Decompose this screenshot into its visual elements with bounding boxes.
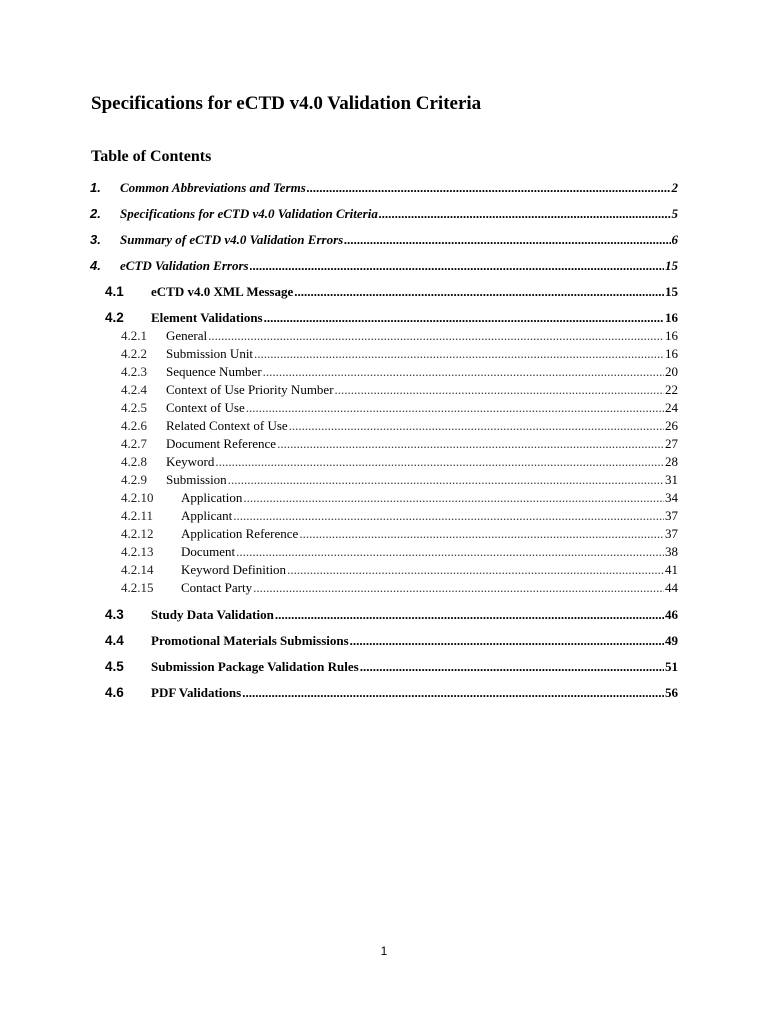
toc-dot-leader bbox=[287, 562, 664, 578]
toc-entry-4-2-2[interactable] bbox=[121, 346, 678, 362]
toc-entry-number: 1. bbox=[90, 180, 101, 195]
toc-entry-4-2-14[interactable] bbox=[121, 562, 678, 578]
toc-entry-page: 6 bbox=[671, 232, 678, 247]
toc-entry-label: eCTD Validation Errors bbox=[120, 258, 249, 273]
toc-entry-label: Submission bbox=[166, 472, 227, 487]
toc-entry-4-2-13[interactable] bbox=[121, 544, 678, 560]
toc-dot-leader bbox=[263, 364, 664, 380]
toc-dot-leader bbox=[275, 607, 664, 623]
toc-entry-number: 4.2 bbox=[105, 310, 124, 325]
toc-entry-number: 4.2.15 bbox=[121, 580, 154, 595]
toc-entry-label: Summary of eCTD v4.0 Validation Errors bbox=[120, 232, 344, 247]
toc-entry-number: 4.2.5 bbox=[121, 400, 147, 415]
toc-entry-4-4[interactable] bbox=[105, 633, 678, 649]
toc-entry-4-3[interactable] bbox=[105, 607, 678, 623]
toc-dot-leader bbox=[360, 659, 664, 675]
toc-dot-leader bbox=[250, 258, 664, 274]
toc-entry-number: 3. bbox=[90, 232, 101, 247]
toc-entry-number: 4.3 bbox=[105, 607, 124, 622]
toc-entry-label: Context of Use Priority Number bbox=[166, 382, 334, 397]
toc-entry-number: 4.2.10 bbox=[121, 490, 154, 505]
toc-entry-page: 38 bbox=[665, 544, 678, 559]
toc-entry-page: 31 bbox=[665, 472, 678, 487]
toc-heading: Table of Contents bbox=[91, 148, 212, 165]
page-number: 1 bbox=[380, 944, 388, 958]
toc-entry-page: 16 bbox=[665, 310, 678, 325]
toc-dot-leader bbox=[215, 454, 664, 470]
toc-entry-number: 4.5 bbox=[105, 659, 124, 674]
toc-entry-label: Keyword Definition bbox=[181, 562, 287, 577]
toc-entry-number: 4.2.12 bbox=[121, 526, 154, 541]
toc-entry-page: 2 bbox=[671, 180, 678, 195]
toc-entry-number: 4.2.1 bbox=[121, 328, 147, 343]
toc-dot-leader bbox=[335, 382, 664, 398]
toc-entry-label: General bbox=[166, 328, 208, 343]
toc-entry-number: 4.2.14 bbox=[121, 562, 154, 577]
toc-entry-label: Application Reference bbox=[181, 526, 299, 541]
toc-entry-4-5[interactable] bbox=[105, 659, 678, 675]
toc-entry-4-2-10[interactable] bbox=[121, 490, 678, 506]
toc-dot-leader bbox=[294, 284, 664, 300]
toc-dot-leader bbox=[236, 544, 664, 560]
toc-dot-leader bbox=[277, 436, 664, 452]
toc-entry-page: 27 bbox=[665, 436, 678, 451]
toc-dot-leader bbox=[379, 206, 671, 222]
toc-dot-leader bbox=[242, 685, 664, 701]
toc-entry-number: 4.2.2 bbox=[121, 346, 147, 361]
toc-entry-label: Keyword bbox=[166, 454, 215, 469]
toc-entry-page: 26 bbox=[665, 418, 678, 433]
toc-entry-number: 4.4 bbox=[105, 633, 124, 648]
toc-entry-number: 4.2.9 bbox=[121, 472, 147, 487]
toc-entry-4-2-8[interactable] bbox=[121, 454, 678, 470]
toc-entry-4-2-12[interactable] bbox=[121, 526, 678, 542]
toc-entry-page: 16 bbox=[665, 328, 678, 343]
toc-entry-label: PDF Validations bbox=[151, 685, 242, 700]
toc-entry-4-2-3[interactable] bbox=[121, 364, 678, 380]
toc-dot-leader bbox=[228, 472, 664, 488]
toc-entry-label: Document Reference bbox=[166, 436, 277, 451]
toc-dot-leader bbox=[208, 328, 664, 344]
toc-entry-label: Specifications for eCTD v4.0 Validation Criteria bbox=[120, 206, 378, 221]
toc-entry-2[interactable] bbox=[90, 206, 678, 222]
toc-entry-page: 56 bbox=[665, 685, 678, 700]
toc-entry-4-2-4[interactable] bbox=[121, 382, 678, 398]
toc-entry-page: 41 bbox=[665, 562, 678, 577]
toc-entry-page: 28 bbox=[665, 454, 678, 469]
toc-dot-leader bbox=[350, 633, 664, 649]
toc-entry-page: 16 bbox=[665, 346, 678, 361]
toc-dot-leader bbox=[289, 418, 664, 434]
toc-entry-page: 51 bbox=[665, 659, 678, 674]
toc-entry-label: Study Data Validation bbox=[151, 607, 274, 622]
toc-entry-label: Submission Package Validation Rules bbox=[151, 659, 359, 674]
toc-entry-page: 15 bbox=[665, 258, 678, 273]
toc-entry-4-2-11[interactable] bbox=[121, 508, 678, 524]
toc-entry-number: 4.2.11 bbox=[121, 508, 154, 523]
toc-entry-label: Application bbox=[181, 490, 243, 505]
toc-entry-4-2-1[interactable] bbox=[121, 328, 678, 344]
toc-dot-leader bbox=[299, 526, 664, 542]
toc-entry-label: Related Context of Use bbox=[166, 418, 288, 433]
toc-entry-4-2-7[interactable] bbox=[121, 436, 678, 452]
toc-entry-number: 4.2.13 bbox=[121, 544, 154, 559]
toc-entry-label: Common Abbreviations and Terms bbox=[120, 180, 306, 195]
toc-entry-4-6[interactable] bbox=[105, 685, 678, 701]
toc-entry-1[interactable] bbox=[90, 180, 678, 196]
toc-entry-page: 37 bbox=[665, 526, 678, 541]
toc-entry-label: Promotional Materials Submissions bbox=[151, 633, 349, 648]
toc-entry-number: 4.1 bbox=[105, 284, 124, 299]
toc-dot-leader bbox=[264, 310, 664, 326]
toc-entry-4-1[interactable] bbox=[105, 284, 678, 300]
toc-entry-page: 34 bbox=[665, 490, 678, 505]
toc-dot-leader bbox=[243, 490, 664, 506]
toc-entry-number: 4.2.4 bbox=[121, 382, 147, 397]
toc-entry-4-2-9[interactable] bbox=[121, 472, 678, 488]
toc-entry-label: Applicant bbox=[181, 508, 233, 523]
toc-entry-label: Sequence Number bbox=[166, 364, 262, 379]
toc-entry-label: Contact Party bbox=[181, 580, 253, 595]
document-title: Specifications for eCTD v4.0 Validation Criteria bbox=[91, 93, 482, 114]
toc-entry-page: 5 bbox=[671, 206, 678, 221]
toc-entry-page: 37 bbox=[665, 508, 678, 523]
toc-dot-leader bbox=[307, 180, 671, 196]
toc-entry-4[interactable] bbox=[90, 258, 678, 274]
toc-entry-page: 15 bbox=[665, 284, 678, 299]
toc-entry-label: Element Validations bbox=[151, 310, 263, 325]
toc-entry-4-2[interactable] bbox=[105, 310, 678, 326]
toc-entry-label: Context of Use bbox=[166, 400, 245, 415]
toc-entry-number: 4.2.8 bbox=[121, 454, 147, 469]
toc-entry-4-2-6[interactable] bbox=[121, 418, 678, 434]
toc-dot-leader bbox=[344, 232, 670, 248]
toc-entry-number: 4.2.7 bbox=[121, 436, 147, 451]
toc-entry-page: 22 bbox=[665, 382, 678, 397]
toc-entry-label: Submission Unit bbox=[166, 346, 254, 361]
toc-dot-leader bbox=[246, 400, 664, 416]
toc-entry-page: 20 bbox=[665, 364, 678, 379]
toc-entry-label: Document bbox=[181, 544, 236, 559]
toc-entry-3[interactable] bbox=[90, 232, 678, 248]
toc-entry-number: 4. bbox=[90, 258, 101, 273]
toc-entry-page: 46 bbox=[665, 607, 678, 622]
toc-entry-page: 49 bbox=[665, 633, 678, 648]
toc-entry-label: eCTD v4.0 XML Message bbox=[151, 284, 294, 299]
toc-entry-number: 4.6 bbox=[105, 685, 124, 700]
toc-entry-number: 4.2.3 bbox=[121, 364, 147, 379]
toc-dot-leader bbox=[253, 580, 664, 596]
toc-entry-number: 2. bbox=[90, 206, 101, 221]
toc-entry-4-2-5[interactable] bbox=[121, 400, 678, 416]
toc-entry-4-2-15[interactable] bbox=[121, 580, 678, 596]
toc-entry-number: 4.2.6 bbox=[121, 418, 147, 433]
toc-dot-leader bbox=[254, 346, 664, 362]
toc-entry-page: 44 bbox=[665, 580, 678, 595]
toc-dot-leader bbox=[233, 508, 664, 524]
toc-entry-page: 24 bbox=[665, 400, 678, 415]
